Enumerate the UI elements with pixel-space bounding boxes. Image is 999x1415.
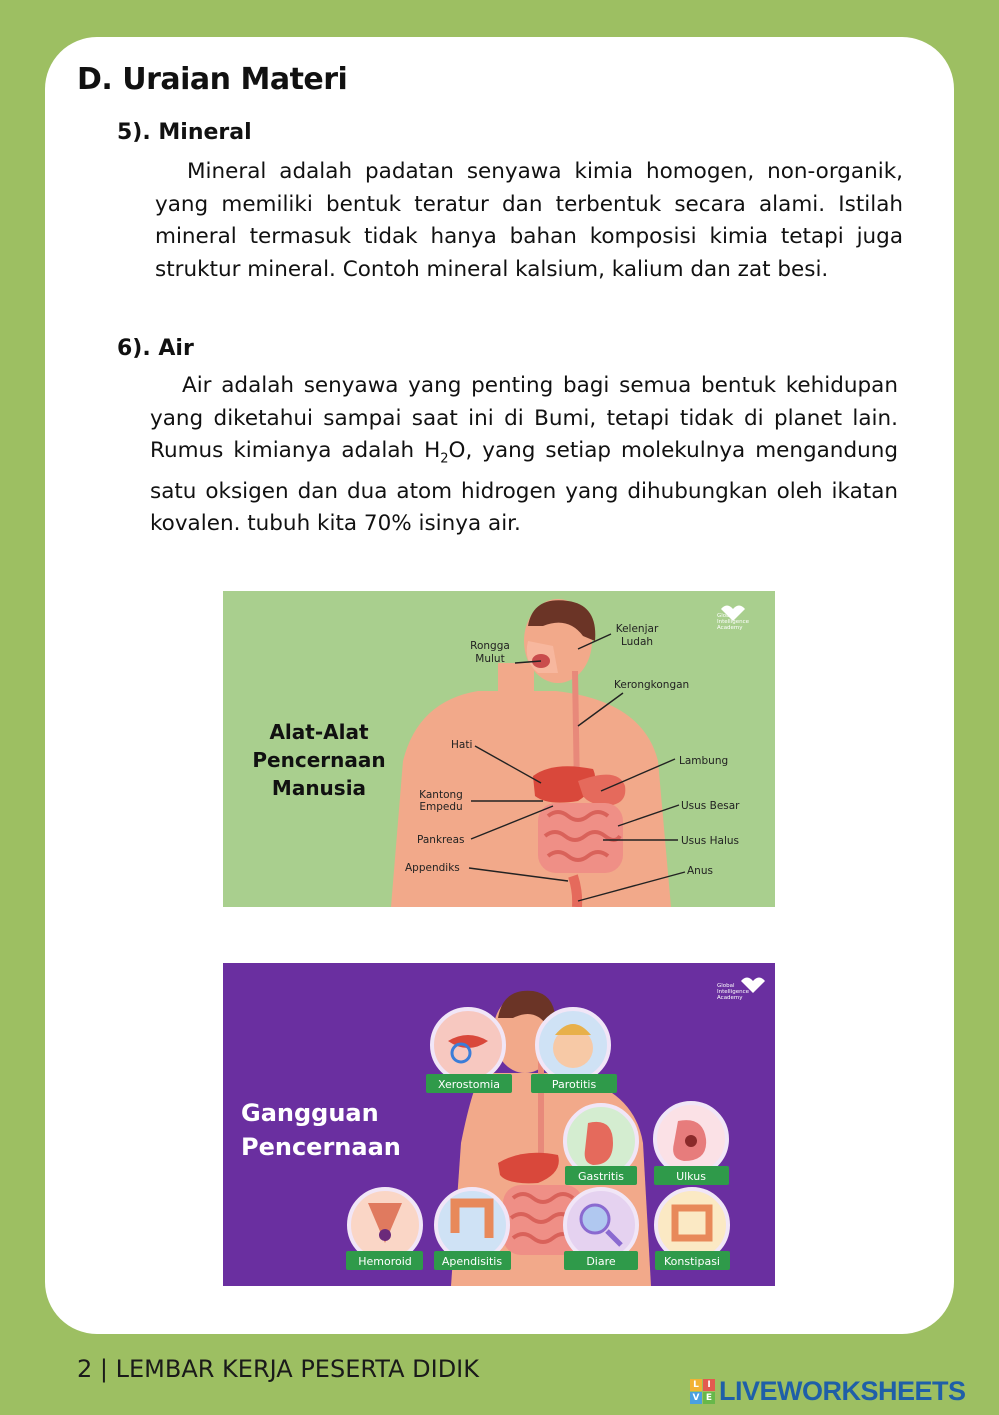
label-kantong-2: Empedu xyxy=(419,801,463,813)
label-kelenjar-1: Kelenjar xyxy=(615,623,659,635)
mineral-heading: 5). Mineral xyxy=(117,120,252,145)
tag-label-konstipasi: Konstipasi xyxy=(664,1255,720,1268)
logo-mark-icon xyxy=(690,1379,715,1404)
figure2-title-line-2: Pencernaan xyxy=(241,1133,401,1161)
figure2-brand-line-3: Academy xyxy=(717,995,743,1001)
figure1-title-line-3: Manusia xyxy=(271,776,367,800)
logo-letter-e: E xyxy=(703,1392,715,1404)
tag-label-hemoroid: Hemoroid xyxy=(358,1255,412,1268)
digestive-disorders-figure xyxy=(223,963,775,1286)
label-usus-besar: Usus Besar xyxy=(681,800,740,812)
figure1-title-line-1: Alat-Alat xyxy=(269,720,369,744)
tag-label-gastritis: Gastritis xyxy=(578,1170,624,1183)
figure1-brand-line-1: Global xyxy=(717,613,735,619)
air-heading: 6). Air xyxy=(117,336,194,361)
label-lambung: Lambung xyxy=(679,755,729,767)
label-usus-halus: Usus Halus xyxy=(681,835,739,847)
logo-letter-v: V xyxy=(690,1392,702,1404)
page-footer: 2 | LEMBAR KERJA PESERTA DIDIK xyxy=(77,1355,479,1383)
section-title: D. Uraian Materi xyxy=(77,62,348,97)
air-text-end: O, yang setiap molekulnya mengandung satu oksigen dan dua atom hidrogen yang dihubungkan oleh ikatan kovalen. tubuh kita 70% isinya air. xyxy=(150,438,898,537)
label-rongga-1: Rongga xyxy=(470,640,510,652)
logo-letter-i: I xyxy=(703,1379,715,1391)
label-rongga-2: Mulut xyxy=(475,653,505,665)
figure2-title-line-1: Gangguan xyxy=(241,1099,379,1127)
air-paragraph xyxy=(150,370,898,541)
figure1-title-line-2: Pencernaan xyxy=(252,748,386,772)
logo-text: LIVEWORKSHEETS xyxy=(719,1375,966,1406)
figure1-brand-line-2: Intelligence xyxy=(717,619,750,625)
tag-label-ulkus: Ulkus xyxy=(676,1170,706,1183)
label-anus: Anus xyxy=(687,865,713,877)
label-pankreas: Pankreas xyxy=(417,834,465,846)
label-kantong-1: Kantong xyxy=(419,789,463,801)
mineral-paragraph: Mineral adalah padatan senyawa kimia homogen, non-organik, yang memiliki bentuk teratur dan terbentuk secara alami. Istilah mineral termasuk tidak hanya bahan komposisi kimia tetapi juga struktur mineral. Contoh mineral kalsium, kalium dan zat besi. xyxy=(155,159,903,282)
label-kelenjar-2: Ludah xyxy=(620,636,654,648)
label-hati: Hati xyxy=(451,739,473,751)
tag-label-xerostomia: Xerostomia xyxy=(437,1078,501,1091)
digestive-organs-figure xyxy=(223,591,775,907)
figure1-brand-line-3: Academy xyxy=(717,625,743,631)
tag-label-apendisitis: Apendisitis xyxy=(441,1255,503,1268)
h2o-subscript: 2 xyxy=(440,451,449,467)
konstipasi-icon xyxy=(656,1189,728,1261)
liveworksheets-logo xyxy=(690,1374,966,1408)
label-appendiks: Appendiks xyxy=(405,862,460,874)
label-kerongkongan: Kerongkongan xyxy=(614,679,690,691)
logo-letter-l: L xyxy=(690,1379,702,1391)
figure2-brand-line-2: Intelligence xyxy=(717,989,750,995)
tag-label-parotitis: Parotitis xyxy=(551,1078,597,1091)
air-text-start: Air adalah senyawa yang penting bagi semua bentuk kehidupan yang diketahui sampai saat ini di Bumi, tetapi tidak di planet lain. Rumus kimianya adalah H xyxy=(150,373,898,463)
tag-label-diare: Diare xyxy=(586,1255,616,1268)
figure2-brand-line-1: Global xyxy=(717,983,735,989)
